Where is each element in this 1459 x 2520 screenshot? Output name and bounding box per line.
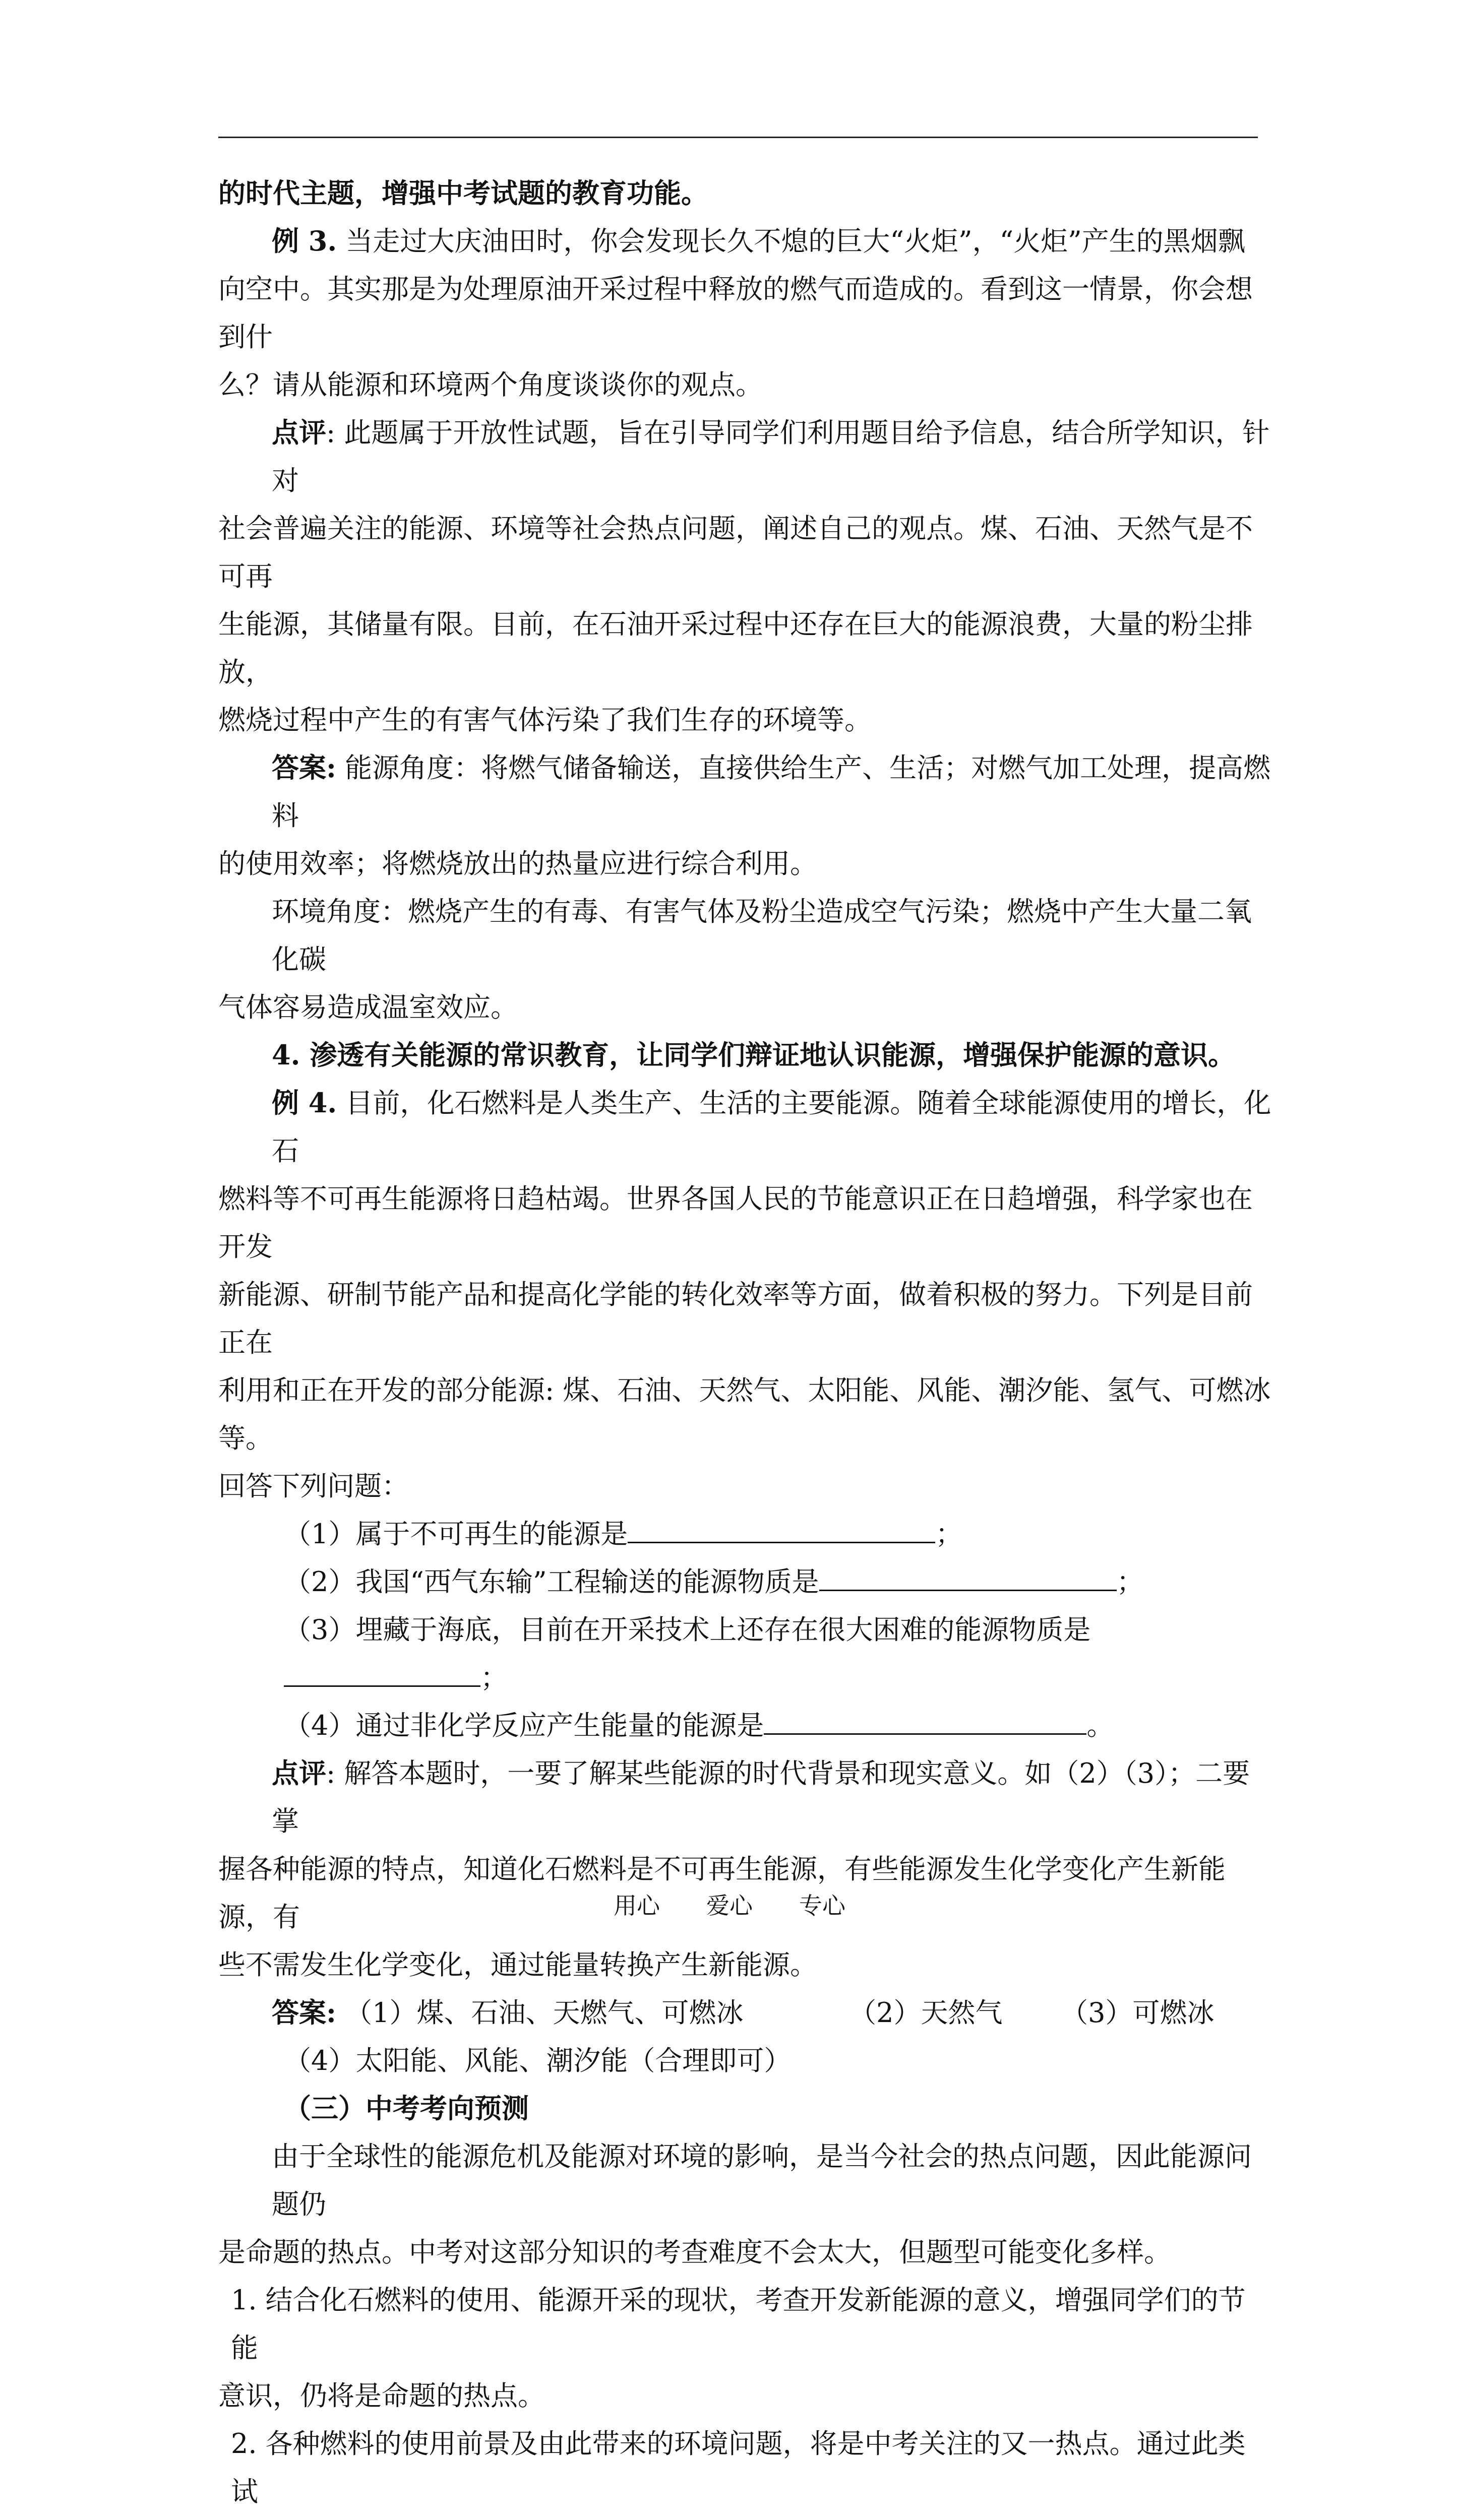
- answer-4: [218, 1989, 1272, 2037]
- comment-4: [218, 1749, 1272, 1845]
- example-text: 当走过大庆油田时，你会发现长久不熄的巨大“火炬”，“火炬”产生的黑烟飘: [345, 225, 1245, 257]
- paragraph-line: 新能源、研制节能产品和提高化学能的转化效率等方面，做着积极的努力。下列是目前正在: [218, 1279, 1253, 1358]
- comment-label: 点评: [272, 416, 326, 449]
- question-4: [218, 1702, 1272, 1749]
- question-text: （1）属于不可再生的能源是: [284, 1518, 628, 1550]
- page-footer: 用心 爱心 专心: [614, 1892, 845, 1919]
- question-2: [218, 1558, 1272, 1606]
- paragraph-line: 生能源，其储量有限。目前，在石油开采过程中还存在巨大的能源浪费，大量的粉尘排放，: [218, 608, 1253, 688]
- section-heading: 4. 渗透有关能源的常识教育，让同学们辩证地认识能源，增强保护能源的意识。: [272, 1039, 1236, 1071]
- example-label: 例 4.: [272, 1087, 337, 1119]
- paragraph-line: 的使用效率；将燃烧放出的热量应进行综合利用。: [218, 848, 817, 879]
- answer-3: [218, 744, 1272, 840]
- list-item: 2. 各种燃料的使用前景及由此带来的环境问题，将是中考关注的又一热点。通过此类试: [231, 2428, 1246, 2507]
- question-text: （2）我国“西气东输”工程输送的能源物质是: [284, 1566, 819, 1598]
- answer-blank[interactable]: [628, 1511, 935, 1543]
- comment-label: 点评: [272, 1757, 326, 1789]
- question-text: （3）埋藏于海底，目前在开采技术上还存在很大困难的能源物质是: [284, 1614, 1091, 1646]
- paragraph-line: 回答下列问题：: [218, 1470, 409, 1502]
- answer-label: 答案:: [272, 751, 336, 784]
- paragraph: 的时代主题，增强中考试题的教育功能。: [218, 177, 708, 209]
- answer-blank[interactable]: [819, 1559, 1117, 1591]
- comment-3: [218, 409, 1272, 505]
- example-label: 例 3.: [272, 225, 337, 257]
- answer-item: （1）煤、石油、天燃气、可燃冰: [345, 1997, 744, 2029]
- answer-item: （2）天然气: [849, 1997, 1003, 2029]
- question-3: [218, 1606, 1272, 1702]
- answer-blank[interactable]: [764, 1703, 1086, 1735]
- paragraph-line: 社会普遍关注的能源、环境等社会热点问题，阐述自己的观点。煤、石油、天然气是不可再: [218, 513, 1253, 592]
- comment-text: : 解答本题时，一要了解某些能源的时代背景和现实意义。如（2）（3）；二要掌: [272, 1757, 1250, 1837]
- paragraph-line: 环境角度：燃烧产生的有毒、有害气体及粉尘造成空气污染；燃烧中产生大量二氧化碳: [272, 896, 1252, 975]
- example-3: [218, 217, 1272, 265]
- comment-text: : 此题属于开放性试题，旨在引导同学们利用题目给予信息，结合所学知识，针对: [272, 417, 1270, 496]
- example-4: [218, 1079, 1272, 1175]
- paragraph-line: 向空中。其实那是为处理原油开采过程中释放的燃气而造成的。看到这一情景，你会想到什: [218, 273, 1253, 353]
- answer-blank[interactable]: [284, 1655, 480, 1687]
- question-end: ；: [1116, 1566, 1144, 1598]
- paragraph-line: 握各种能源的特点，知道化石燃料是不可再生能源，有些能源发生化学变化产生新能源，有: [218, 1853, 1226, 1933]
- paragraph-line: 意识，仍将是命题的热点。: [218, 2380, 545, 2412]
- answer-item: （3）可燃冰: [1061, 1997, 1214, 2029]
- question-end: ；: [480, 1662, 508, 1693]
- answer-text: 能源角度：将燃气储备输送，直接供给生产、生活；对燃气加工处理，提高燃料: [272, 752, 1271, 832]
- paragraph-line: 是命题的热点。中考对这部分知识的考查难度不会太大，但题型可能变化多样。: [218, 2236, 1171, 2268]
- question-end: 。: [1086, 1710, 1114, 1741]
- example-text: 目前，化石燃料是人类生产、生活的主要能源。随着全球能源使用的增长，化石: [272, 1087, 1271, 1167]
- paragraph-line: 燃料等不可再生能源将日趋枯竭。世界各国人民的节能意识正在日趋增强，科学家也在开发: [218, 1183, 1253, 1263]
- answer-item: （4）太阳能、风能、潮汐能（合理即可）: [284, 2045, 792, 2076]
- question-end: ；: [935, 1518, 963, 1550]
- paragraph-line: 燃烧过程中产生的有害气体污染了我们生存的环境等。: [218, 704, 872, 736]
- question-1: [218, 1510, 1272, 1558]
- paragraph-line: 么？请从能源和环境两个角度谈谈你的观点。: [218, 369, 763, 401]
- paragraph-line: 气体容易造成温室效应。: [218, 991, 518, 1023]
- paragraph-line: 利用和正在开发的部分能源: 煤、石油、天然气、太阳能、风能、潮汐能、氢气、可燃冰等。: [218, 1374, 1271, 1454]
- paragraph-line: 些不需发生化学变化，通过能量转换产生新能源。: [218, 1949, 817, 1981]
- answer-label: 答案:: [272, 1996, 336, 2029]
- list-item: 1. 结合化石燃料的使用、能源开采的现状，考查开发新能源的意义，增强同学们的节能: [231, 2284, 1246, 2364]
- paragraph-line: [218, 2515, 1272, 2520]
- section-title: （三）中考考向预测: [284, 2092, 529, 2124]
- paragraph-line: 由于全球性的能源危机及能源对环境的影响，是当今社会的热点问题，因此能源问题仍: [272, 2140, 1252, 2220]
- document-body: [218, 169, 1272, 2520]
- header-rule: [218, 137, 1258, 138]
- question-text: （4）通过非化学反应产生能量的能源是: [284, 1710, 764, 1741]
